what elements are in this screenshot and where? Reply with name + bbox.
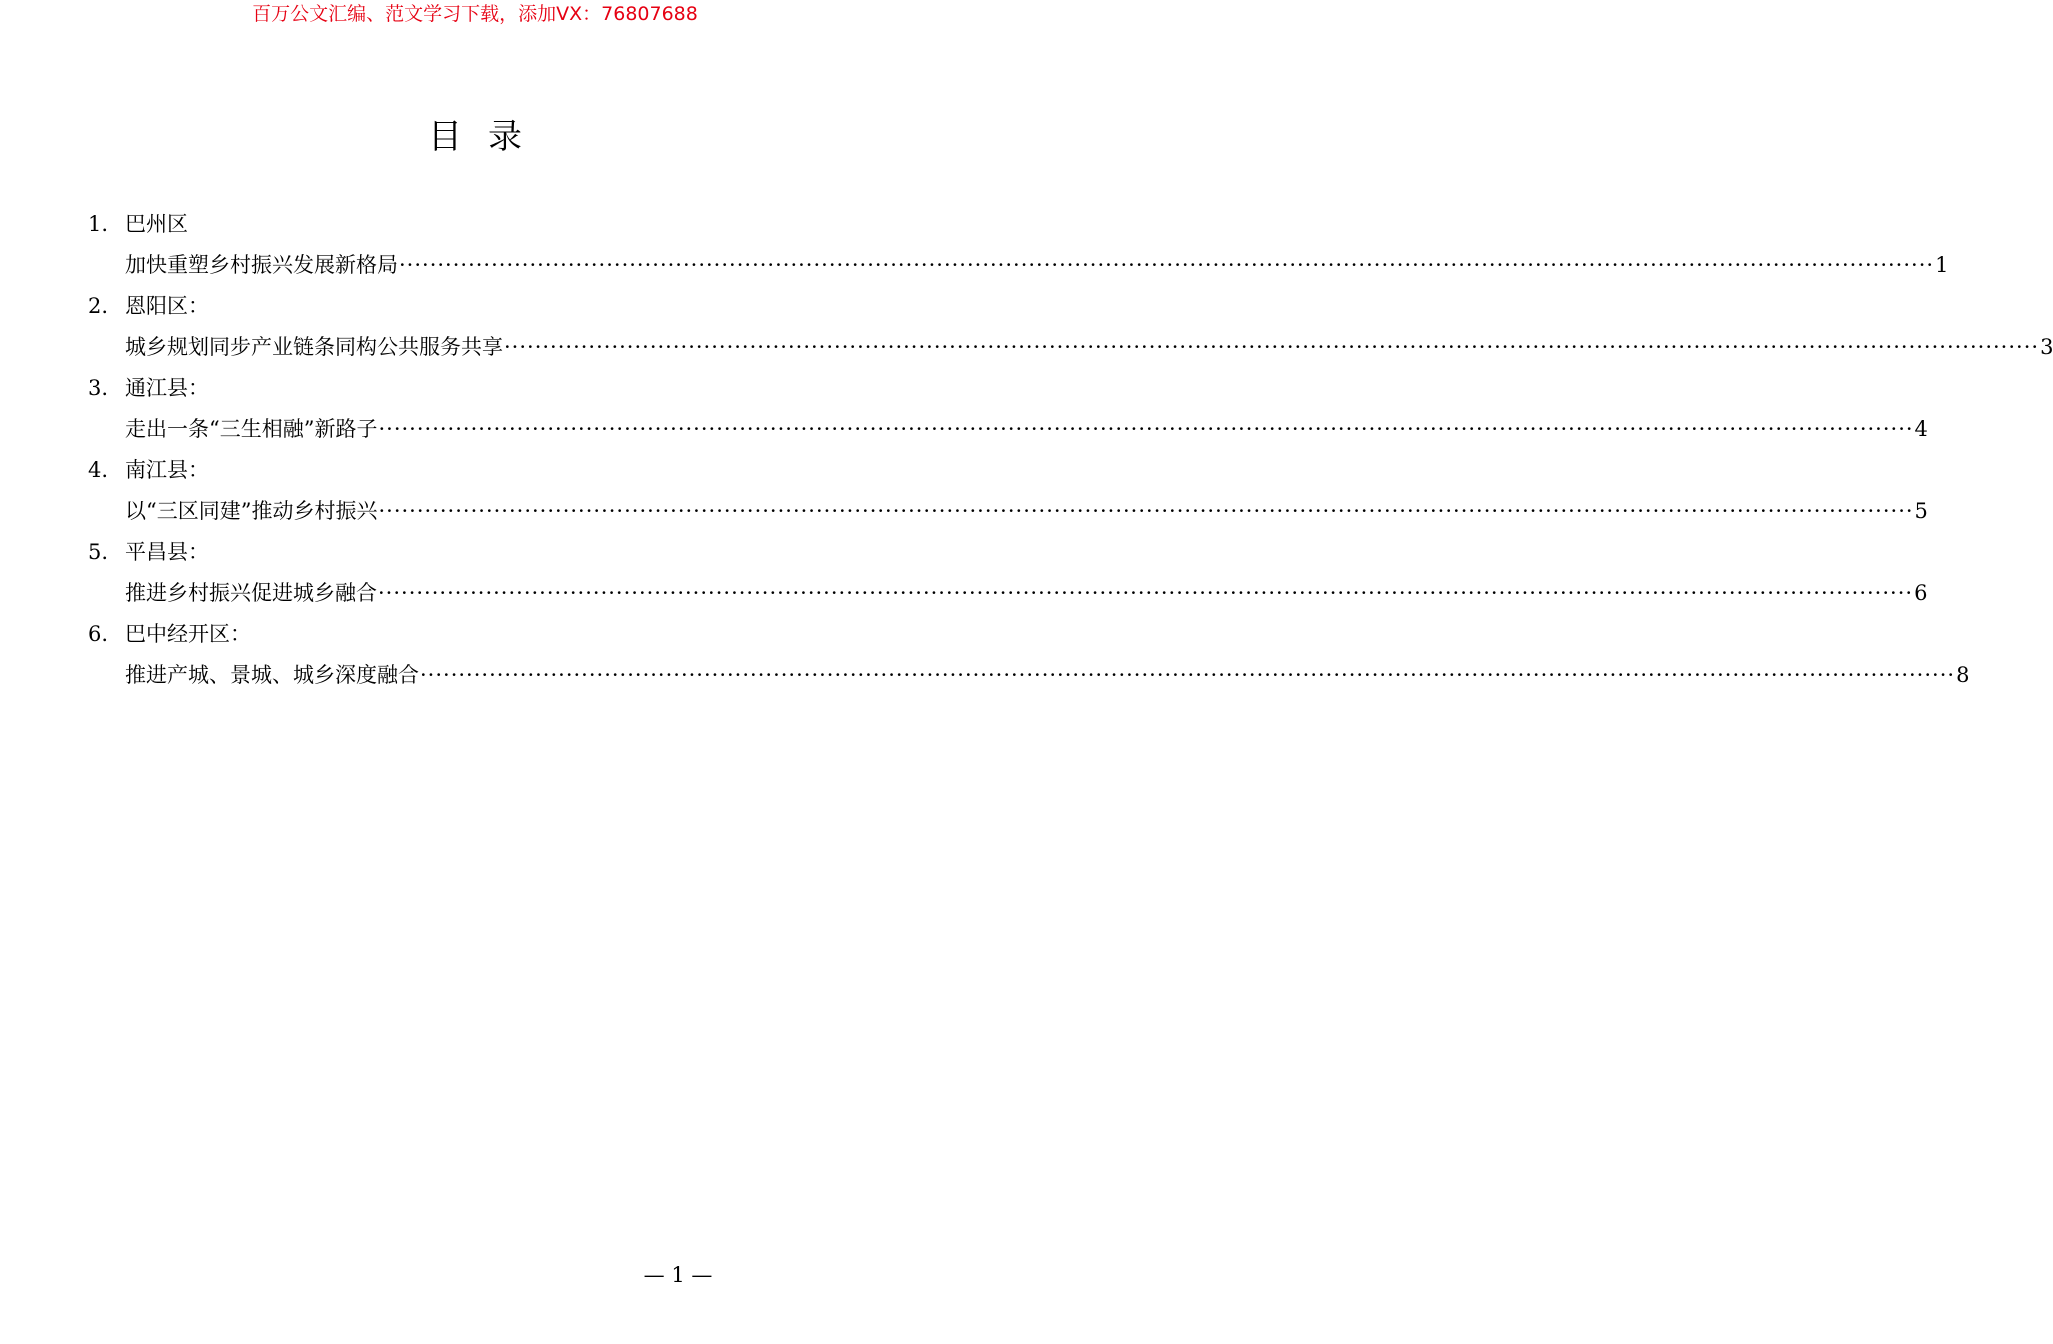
toc-dot-leader: ········································································································································································································ [420, 663, 1956, 687]
toc-section-number: 3. [88, 376, 109, 400]
toc-section-name: 平昌县： [125, 540, 209, 564]
toc-entry[interactable] [88, 491, 1928, 532]
toc-page-number: 5 [1914, 499, 1928, 523]
toc-section-heading [88, 286, 860, 327]
toc-page-number: 1 [1935, 253, 1949, 277]
toc-section-heading [88, 614, 860, 655]
toc-page-number: 8 [1956, 663, 1970, 687]
toc-section-number: 1. [88, 212, 109, 236]
toc-section [88, 286, 2053, 368]
toc-entry[interactable] [88, 655, 1970, 696]
toc-entry-title: 以“三区同建”推动乡村振兴 [125, 499, 378, 523]
toc-entry[interactable] [88, 327, 2053, 368]
toc-entry-title: 加快重塑乡村振兴发展新格局 [125, 253, 398, 277]
toc-section [88, 614, 1970, 696]
toc-page-number: 4 [1914, 417, 1928, 441]
toc-section-heading [88, 532, 860, 573]
toc-entry[interactable] [88, 409, 1928, 450]
page-number-footer: — 1 — [643, 1263, 713, 1287]
toc-section-name: 恩阳区： [125, 294, 209, 318]
toc-entry[interactable] [88, 245, 1949, 286]
toc-section-number: 5. [88, 540, 109, 564]
toc-section-heading [88, 368, 860, 409]
table-of-contents [88, 204, 2053, 696]
toc-dot-leader: ········································································································································································································ [504, 335, 2040, 359]
toc-section [88, 204, 1949, 286]
toc-section-number: 4. [88, 458, 109, 482]
toc-entry-title: 走出一条“三生相融”新路子 [125, 417, 378, 441]
toc-section-name: 巴中经开区： [125, 622, 251, 646]
toc-entry[interactable] [88, 573, 1928, 614]
toc-dot-leader: ········································································································································································································ [399, 253, 1935, 277]
toc-section [88, 532, 1928, 614]
toc-section-heading [88, 450, 860, 491]
page-title: 目录 [428, 117, 548, 157]
toc-section-number: 2. [88, 294, 109, 318]
toc-section-name: 通江县： [125, 376, 209, 400]
toc-page-number: 6 [1914, 581, 1928, 605]
toc-section [88, 450, 1928, 532]
watermark-banner: 百万公文汇编、范文学习下载，添加VX：76807688 [252, 3, 698, 25]
toc-dot-leader: ········································································································································································································ [378, 417, 1914, 441]
toc-dot-leader: ········································································································································································································ [378, 499, 1914, 523]
toc-entry-title: 推进乡村振兴促进城乡融合 [125, 581, 377, 605]
toc-section-name: 南江县： [125, 458, 209, 482]
toc-section-number: 6. [88, 622, 109, 646]
toc-dot-leader: ········································································································································································································ [378, 581, 1914, 605]
toc-section-name: 巴州区 [125, 212, 188, 236]
toc-entry-title: 推进产城、景城、城乡深度融合 [125, 663, 419, 687]
toc-section [88, 368, 1928, 450]
toc-section-heading [88, 204, 860, 245]
toc-entry-title: 城乡规划同步产业链条同构公共服务共享 [125, 335, 503, 359]
toc-page-number: 3 [2040, 335, 2053, 359]
